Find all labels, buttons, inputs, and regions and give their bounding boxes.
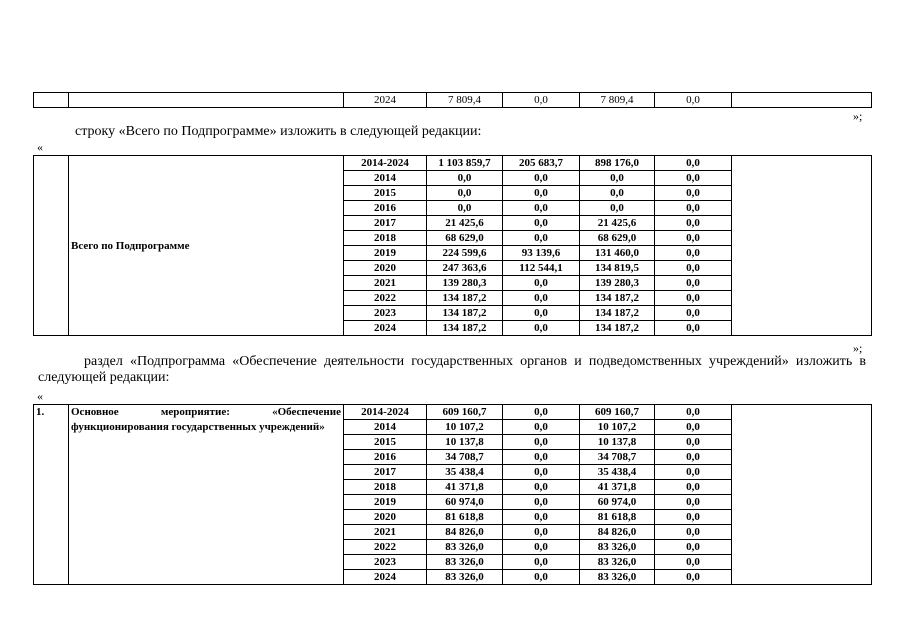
value-cell: 0,0 — [503, 465, 580, 480]
year-cell: 2020 — [344, 510, 427, 525]
value-cell: 205 683,7 — [503, 156, 580, 171]
year-cell: 2024 — [344, 570, 427, 585]
value-cell: 134 187,2 — [580, 291, 655, 306]
value-cell: 0,0 — [655, 216, 732, 231]
year-cell: 2017 — [344, 216, 427, 231]
paragraph-instruction-1: строку «Всего по Подпрограмме» изложить в следующей редакции: — [75, 124, 482, 139]
value-cell: 10 137,8 — [580, 435, 655, 450]
value-cell: 0,0 — [655, 525, 732, 540]
table-subprogram-total — [33, 155, 872, 336]
opening-quote: « — [37, 389, 43, 403]
value-cell: 35 438,4 — [580, 465, 655, 480]
value-cell: 0,0 — [503, 480, 580, 495]
value-cell: 1 103 859,7 — [427, 156, 503, 171]
value-cell: 0,0 — [655, 435, 732, 450]
value-cell: 68 629,0 — [580, 231, 655, 246]
year-cell: 2024 — [344, 321, 427, 336]
year-cell: 2022 — [344, 540, 427, 555]
value-cell: 134 187,2 — [580, 321, 655, 336]
value-cell: 0,0 — [655, 186, 732, 201]
year-cell: 2019 — [344, 495, 427, 510]
table-row — [34, 405, 872, 420]
value-cell: 10 137,8 — [427, 435, 503, 450]
value-cell: 0,0 — [503, 231, 580, 246]
value-cell: 83 326,0 — [580, 540, 655, 555]
value-cell: 0,0 — [503, 495, 580, 510]
value-cell: 84 826,0 — [580, 525, 655, 540]
closing-quote: »; — [853, 341, 863, 355]
value-cell: 134 187,2 — [427, 291, 503, 306]
value-cell: 0,0 — [655, 540, 732, 555]
value-cell: 0,0 — [427, 171, 503, 186]
table-main-activity — [33, 404, 872, 585]
value-cell: 41 371,8 — [427, 480, 503, 495]
value-cell: 0,0 — [655, 276, 732, 291]
value-cell: 0,0 — [655, 450, 732, 465]
value-cell: 0,0 — [655, 246, 732, 261]
value-cell: 41 371,8 — [580, 480, 655, 495]
year-cell: 2023 — [344, 306, 427, 321]
value-cell: 83 326,0 — [427, 540, 503, 555]
year-cell: 2018 — [344, 480, 427, 495]
table-row-2024-continued — [33, 92, 872, 108]
year-cell: 2021 — [344, 276, 427, 291]
value-cell: 0,0 — [655, 171, 732, 186]
value-cell: 898 176,0 — [580, 156, 655, 171]
value-cell: 83 326,0 — [580, 555, 655, 570]
value-cell: 134 187,2 — [427, 306, 503, 321]
value-cell: 83 326,0 — [427, 555, 503, 570]
value-cell: 134 819,5 — [580, 261, 655, 276]
num-cell — [34, 93, 69, 108]
value-cell: 0,0 — [655, 291, 732, 306]
value-cell: 0,0 — [503, 93, 580, 108]
value-cell: 7 809,4 — [580, 93, 655, 108]
value-cell: 0,0 — [655, 306, 732, 321]
opening-quote: « — [37, 140, 43, 154]
value-cell: 139 280,3 — [427, 276, 503, 291]
year-cell: 2015 — [344, 186, 427, 201]
table-row — [34, 156, 872, 171]
label-cell: Основное мероприятие: «Обеспечение функционирования государственных учреждений» — [69, 405, 344, 585]
value-cell: 84 826,0 — [427, 525, 503, 540]
value-cell: 0,0 — [503, 276, 580, 291]
value-cell: 83 326,0 — [580, 570, 655, 585]
value-cell: 609 160,7 — [427, 405, 503, 420]
value-cell: 0,0 — [655, 510, 732, 525]
year-cell: 2016 — [344, 201, 427, 216]
value-cell: 34 708,7 — [580, 450, 655, 465]
value-cell: 134 187,2 — [580, 306, 655, 321]
year-cell: 2022 — [344, 291, 427, 306]
value-cell: 83 326,0 — [427, 570, 503, 585]
value-cell: 0,0 — [503, 510, 580, 525]
value-cell: 7 809,4 — [427, 93, 503, 108]
value-cell: 0,0 — [503, 321, 580, 336]
year-cell: 2021 — [344, 525, 427, 540]
table-row — [34, 93, 872, 108]
value-cell: 0,0 — [655, 555, 732, 570]
year-cell: 2023 — [344, 555, 427, 570]
value-cell: 0,0 — [580, 186, 655, 201]
year-cell: 2014 — [344, 171, 427, 186]
empty-cell — [732, 93, 872, 108]
year-cell: 2019 — [344, 246, 427, 261]
value-cell: 21 425,6 — [580, 216, 655, 231]
num-cell — [34, 156, 69, 336]
value-cell: 0,0 — [503, 405, 580, 420]
value-cell: 0,0 — [655, 231, 732, 246]
value-cell: 0,0 — [503, 525, 580, 540]
value-cell: 0,0 — [655, 570, 732, 585]
value-cell: 21 425,6 — [427, 216, 503, 231]
value-cell: 247 363,6 — [427, 261, 503, 276]
empty-cell — [732, 405, 872, 585]
empty-cell — [732, 156, 872, 336]
value-cell: 35 438,4 — [427, 465, 503, 480]
value-cell: 0,0 — [655, 321, 732, 336]
value-cell: 0,0 — [503, 420, 580, 435]
value-cell: 0,0 — [427, 186, 503, 201]
value-cell: 224 599,6 — [427, 246, 503, 261]
paragraph-instruction-2 — [38, 354, 866, 386]
year-cell: 2017 — [344, 465, 427, 480]
year-cell: 2018 — [344, 231, 427, 246]
label-cell — [69, 93, 344, 108]
value-cell: 34 708,7 — [427, 450, 503, 465]
value-cell: 0,0 — [580, 201, 655, 216]
value-cell: 0,0 — [503, 291, 580, 306]
num-cell: 1. — [34, 405, 69, 585]
value-cell: 0,0 — [503, 450, 580, 465]
value-cell: 131 460,0 — [580, 246, 655, 261]
value-cell: 0,0 — [503, 570, 580, 585]
year-cell: 2016 — [344, 450, 427, 465]
value-cell: 0,0 — [503, 540, 580, 555]
value-cell: 0,0 — [503, 306, 580, 321]
value-cell: 10 107,2 — [580, 420, 655, 435]
paragraph-text: раздел «Подпрограмма «Обеспечение деятельности государственных органов и подведомственных учреждений» изложить в следующей редакции: — [38, 354, 866, 385]
value-cell: 134 187,2 — [427, 321, 503, 336]
label-cell: Всего по Подпрограмме — [69, 156, 344, 336]
value-cell: 0,0 — [503, 186, 580, 201]
value-cell: 0,0 — [503, 216, 580, 231]
value-cell: 0,0 — [503, 171, 580, 186]
value-cell: 0,0 — [655, 480, 732, 495]
value-cell: 60 974,0 — [427, 495, 503, 510]
value-cell: 10 107,2 — [427, 420, 503, 435]
year-cell: 2014-2024 — [344, 405, 427, 420]
value-cell: 112 544,1 — [503, 261, 580, 276]
value-cell: 81 618,8 — [580, 510, 655, 525]
year-cell: 2014 — [344, 420, 427, 435]
value-cell: 0,0 — [655, 465, 732, 480]
value-cell: 0,0 — [503, 435, 580, 450]
value-cell: 93 139,6 — [503, 246, 580, 261]
value-cell: 0,0 — [655, 201, 732, 216]
value-cell: 0,0 — [655, 405, 732, 420]
year-cell: 2020 — [344, 261, 427, 276]
closing-quote: »; — [853, 109, 863, 123]
year-cell: 2024 — [344, 93, 427, 108]
value-cell: 0,0 — [655, 495, 732, 510]
value-cell: 0,0 — [427, 201, 503, 216]
value-cell: 0,0 — [655, 420, 732, 435]
value-cell: 0,0 — [655, 93, 732, 108]
value-cell: 0,0 — [655, 156, 732, 171]
year-cell: 2014-2024 — [344, 156, 427, 171]
value-cell: 139 280,3 — [580, 276, 655, 291]
value-cell: 609 160,7 — [580, 405, 655, 420]
value-cell: 68 629,0 — [427, 231, 503, 246]
year-cell: 2015 — [344, 435, 427, 450]
value-cell: 0,0 — [503, 555, 580, 570]
value-cell: 60 974,0 — [580, 495, 655, 510]
value-cell: 0,0 — [580, 171, 655, 186]
value-cell: 0,0 — [503, 201, 580, 216]
value-cell: 0,0 — [655, 261, 732, 276]
value-cell: 81 618,8 — [427, 510, 503, 525]
